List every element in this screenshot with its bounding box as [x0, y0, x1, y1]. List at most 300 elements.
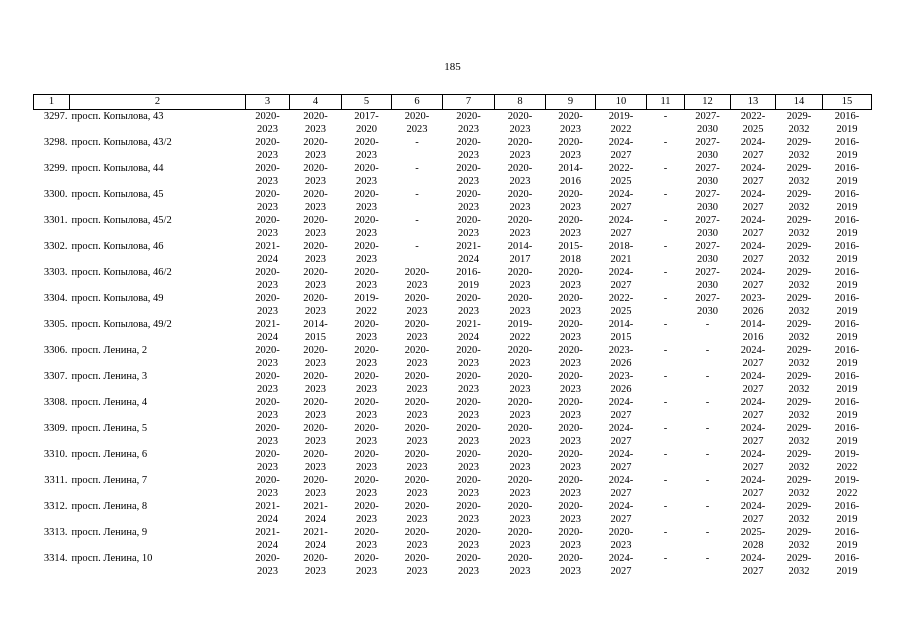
period-cell [392, 240, 443, 266]
period-cell [647, 136, 685, 162]
period-cell [392, 188, 443, 214]
header-cell: 5 [342, 95, 392, 110]
period-line: 2020- [303, 189, 328, 200]
row-number: 3305. [43, 319, 68, 330]
period-line: 2020- [303, 241, 328, 252]
period-cell [392, 552, 443, 578]
period-cell [443, 526, 495, 552]
period-cell [443, 396, 495, 422]
address-cell: просп. Ленина, 10 [71, 553, 153, 564]
period-cell [685, 344, 731, 370]
period-line: 2016 [560, 176, 581, 187]
period-line: 2023 [356, 514, 377, 525]
period-line: 2023 [257, 566, 278, 577]
row-number: 3297. [43, 111, 68, 122]
period-line: 2020- [507, 527, 533, 538]
period-line: 2023 [509, 202, 531, 213]
period-line: 2023 [356, 280, 377, 291]
period-line: 2029- [786, 527, 812, 538]
period-line: 2020- [303, 449, 328, 460]
period-line: 2022- [608, 163, 634, 174]
period-line: 2020- [456, 293, 481, 304]
table-row [34, 552, 872, 578]
period-line: 2016- [834, 241, 860, 252]
period-cell [596, 214, 647, 240]
period-line: 2024- [608, 137, 634, 148]
period-line: 2021- [255, 501, 280, 512]
period-line: - [663, 137, 668, 148]
period-cell [596, 110, 647, 137]
period-cell [246, 500, 290, 526]
period-line: 2027 [610, 280, 632, 291]
period-cell [290, 188, 342, 214]
period-line: 2023 [257, 150, 278, 161]
period-line: - [663, 241, 668, 252]
period-cell [546, 448, 596, 474]
period-cell [685, 188, 731, 214]
period-line: - [663, 449, 668, 460]
period-cell [392, 344, 443, 370]
period-line: 2027 [610, 202, 632, 213]
period-line: 2023 [356, 488, 377, 499]
period-line: 2023 [406, 514, 428, 525]
period-line: 2027 [742, 410, 764, 421]
row-number: 3304. [43, 293, 68, 304]
row-number: 3311. [44, 475, 68, 486]
period-line: 2027 [742, 280, 764, 291]
period-line: 2023 [305, 462, 326, 473]
period-cell [776, 474, 823, 500]
period-cell [647, 266, 685, 292]
period-line: 2016- [834, 163, 860, 174]
period-cell [546, 396, 596, 422]
period-line [392, 175, 443, 188]
period-cell [290, 162, 342, 188]
period-line [685, 331, 731, 344]
header-cell: 11 [647, 95, 685, 110]
period-line: 2021- [456, 319, 481, 330]
period-line: 2020- [507, 501, 533, 512]
period-line: 2029- [786, 449, 812, 460]
period-line: 2023 [560, 202, 581, 213]
period-cell [731, 474, 776, 500]
period-line: - [663, 553, 668, 564]
address-cell: просп. Копылова, 46/2 [71, 267, 172, 278]
period-cell [685, 500, 731, 526]
period-cell [443, 162, 495, 188]
period-cell [685, 422, 731, 448]
period-line: 2019 [836, 566, 858, 577]
period-line: 2027 [742, 228, 764, 239]
period-line: 2024- [740, 215, 766, 226]
period-line: 2027 [742, 514, 764, 525]
period-line: 2023 [509, 176, 531, 187]
period-cell [546, 500, 596, 526]
row-number: 3312. [43, 501, 68, 512]
period-line: 2020- [456, 215, 481, 226]
period-line: 2020- [456, 475, 481, 486]
period-line: 2024- [608, 189, 634, 200]
period-cell [342, 240, 392, 266]
period-cell [596, 344, 647, 370]
address-cell: просп. Ленина, 5 [71, 423, 148, 434]
period-line: 2020- [255, 397, 280, 408]
period-cell [342, 552, 392, 578]
period-cell [546, 188, 596, 214]
period-cell [731, 110, 776, 137]
period-line: 2029- [786, 345, 812, 356]
period-line: 2024 [305, 514, 326, 525]
table-row [34, 448, 872, 474]
period-line: 2019 [836, 254, 858, 265]
period-line: 2032 [788, 384, 810, 395]
period-line: 2019 [836, 150, 858, 161]
period-line [647, 123, 685, 136]
address-cell: просп. Ленина, 4 [71, 397, 148, 408]
period-line [685, 487, 731, 500]
period-cell [776, 214, 823, 240]
table-body [34, 110, 872, 579]
period-cell [823, 136, 872, 162]
period-cell [647, 552, 685, 578]
period-line: 2024 [458, 332, 479, 343]
period-line: 2029- [786, 215, 812, 226]
period-line: 2025 [610, 306, 632, 317]
period-cell [246, 266, 290, 292]
period-line: 2020- [456, 137, 481, 148]
period-line: 2025- [740, 527, 766, 538]
period-line: 2020- [507, 553, 533, 564]
period-line: 2020- [507, 137, 533, 148]
period-cell [596, 448, 647, 474]
period-line: 2023- [740, 293, 766, 304]
period-line: 2024- [740, 371, 766, 382]
period-cell [342, 266, 392, 292]
period-line: 2020- [404, 475, 430, 486]
period-cell [546, 292, 596, 318]
period-line: 2022- [608, 293, 634, 304]
period-line: 2023 [509, 124, 531, 135]
period-cell [731, 292, 776, 318]
period-line: 2023 [257, 228, 278, 239]
period-line: 2023 [458, 540, 479, 551]
period-line: 2023 [356, 410, 377, 421]
period-line: - [663, 397, 668, 408]
period-line: 2020- [354, 475, 379, 486]
period-line: 2023 [560, 514, 581, 525]
period-line [647, 539, 685, 552]
period-line [685, 513, 731, 526]
period-line: 2020- [303, 163, 328, 174]
period-cell [342, 526, 392, 552]
period-line: 2026 [610, 358, 632, 369]
period-line: - [705, 423, 710, 434]
period-line: 2027- [695, 293, 720, 304]
period-line: 2030 [697, 280, 718, 291]
period-line: 2023 [356, 228, 377, 239]
period-line: 2020- [303, 215, 328, 226]
period-line: 2020- [404, 501, 430, 512]
period-line: 2020- [558, 319, 583, 330]
period-cell [647, 396, 685, 422]
period-line: 2027- [695, 163, 720, 174]
period-cell [495, 110, 546, 137]
period-cell [392, 266, 443, 292]
period-cell [246, 214, 290, 240]
period-line: 2020- [507, 345, 533, 356]
period-line: 2016- [456, 267, 481, 278]
period-line: 2024- [740, 137, 766, 148]
period-cell [776, 188, 823, 214]
period-line: 2022 [836, 488, 858, 499]
period-line: 2024- [740, 553, 766, 564]
period-line: 2020- [507, 267, 533, 278]
period-cell [647, 188, 685, 214]
period-line: 2023 [509, 410, 531, 421]
period-line [392, 201, 443, 214]
period-cell [495, 500, 546, 526]
period-line: 2023 [406, 436, 428, 447]
period-line: 2023 [560, 436, 581, 447]
period-line: 2020- [456, 111, 481, 122]
period-line: 2023 [509, 436, 531, 447]
period-cell [596, 162, 647, 188]
period-cell [495, 448, 546, 474]
period-line: 2016- [834, 345, 860, 356]
period-line: 2023 [257, 358, 278, 369]
period-line [685, 357, 731, 370]
period-line: 2023 [406, 488, 428, 499]
page-number: 185 [444, 61, 461, 73]
period-cell [731, 526, 776, 552]
period-cell [495, 344, 546, 370]
period-line: 2020- [608, 527, 634, 538]
period-cell [647, 214, 685, 240]
period-line: 2032 [788, 358, 810, 369]
period-line: 2032 [788, 228, 810, 239]
period-line: - [415, 241, 419, 252]
period-line [647, 253, 685, 266]
period-line: 2024- [608, 215, 634, 226]
period-line: 2027- [695, 189, 720, 200]
period-line: 2029- [786, 319, 812, 330]
period-line: 2024 [257, 514, 278, 525]
period-cell [246, 344, 290, 370]
period-line: 2023 [305, 436, 326, 447]
period-line: 2020- [354, 553, 379, 564]
period-cell [290, 110, 342, 137]
period-line: 2020- [255, 449, 280, 460]
period-line [647, 201, 685, 214]
address-cell: просп. Копылова, 45 [71, 189, 164, 200]
period-line: 2028 [742, 540, 764, 551]
period-cell [342, 500, 392, 526]
period-line: 2020- [507, 371, 533, 382]
period-line: 2023 [305, 150, 326, 161]
period-line: 2023 [257, 124, 278, 135]
period-cell [823, 266, 872, 292]
period-cell [495, 422, 546, 448]
period-line: 2020- [507, 163, 533, 174]
period-line: 2016- [834, 553, 860, 564]
period-line: 2022 [356, 306, 377, 317]
period-cell [596, 136, 647, 162]
period-line: - [663, 189, 668, 200]
period-line: 2023 [305, 202, 326, 213]
period-line: 2020- [558, 371, 583, 382]
period-line: - [663, 345, 668, 356]
period-line: 2023 [458, 124, 479, 135]
period-line: - [663, 423, 668, 434]
period-line: - [705, 501, 710, 512]
period-line: - [705, 345, 710, 356]
period-cell [342, 448, 392, 474]
period-cell [685, 552, 731, 578]
header-cell: 15 [823, 95, 872, 110]
period-line: 2023 [305, 254, 326, 265]
period-cell [647, 110, 685, 137]
period-line: 2019 [836, 280, 858, 291]
period-line: 2019 [836, 124, 858, 135]
period-line [392, 149, 443, 162]
period-line: 2029- [786, 267, 812, 278]
period-line: - [663, 215, 668, 226]
period-line: 2027 [742, 202, 764, 213]
period-line: 2020- [255, 345, 280, 356]
period-cell [443, 474, 495, 500]
period-line: 2023 [356, 358, 377, 369]
period-line: 2020- [255, 423, 280, 434]
period-line: 2027 [742, 436, 764, 447]
period-line [647, 565, 685, 578]
period-line: 2023 [305, 488, 326, 499]
period-cell [823, 110, 872, 137]
period-cell [823, 240, 872, 266]
period-line: 2017 [509, 254, 531, 265]
period-line: 2023 [458, 462, 479, 473]
period-line: 2022- [740, 111, 766, 122]
period-cell [246, 396, 290, 422]
period-line: 2027 [742, 150, 764, 161]
period-cell [290, 448, 342, 474]
period-line: 2024- [740, 189, 766, 200]
period-line: 2019 [836, 332, 858, 343]
period-line: 2020- [558, 189, 583, 200]
period-line: 2020- [354, 163, 379, 174]
period-line: 2020- [404, 371, 430, 382]
period-line [647, 149, 685, 162]
period-cell [823, 318, 872, 344]
period-cell [823, 526, 872, 552]
period-cell [392, 422, 443, 448]
period-line: 2024 [257, 254, 278, 265]
period-line [685, 409, 731, 422]
period-line: 2023 [406, 462, 428, 473]
address-cell: просп. Ленина, 8 [71, 501, 148, 512]
period-cell [731, 370, 776, 396]
period-line: 2023 [509, 228, 531, 239]
period-line: 2032 [788, 150, 810, 161]
period-line [647, 409, 685, 422]
period-line: 2023 [406, 384, 428, 395]
period-line: 2023 [257, 410, 278, 421]
period-line: 2027 [742, 384, 764, 395]
period-cell [546, 370, 596, 396]
row-number: 3309. [43, 423, 68, 434]
period-cell [823, 162, 872, 188]
period-line: 2023 [406, 358, 428, 369]
period-line: 2020- [303, 267, 328, 278]
period-line: 2020- [354, 319, 379, 330]
period-line: 2024- [608, 553, 634, 564]
header-cell: 7 [443, 95, 495, 110]
period-line: 2024- [608, 449, 634, 460]
period-line: 2020- [558, 293, 583, 304]
period-line: - [415, 137, 419, 148]
period-line: 2023 [305, 384, 326, 395]
period-cell [776, 526, 823, 552]
period-cell [647, 500, 685, 526]
period-line: 2032 [788, 488, 810, 499]
period-cell [495, 240, 546, 266]
period-cell [392, 370, 443, 396]
period-line: 2020- [303, 553, 328, 564]
period-line: 2019 [836, 176, 858, 187]
period-line: 2032 [788, 436, 810, 447]
row-number: 3301. [43, 215, 68, 226]
period-line: 2029- [786, 189, 812, 200]
period-cell [647, 448, 685, 474]
period-cell [596, 370, 647, 396]
period-line: 2015 [610, 332, 632, 343]
period-line: 2020- [354, 501, 379, 512]
period-cell [685, 266, 731, 292]
period-line: 2023 [458, 410, 479, 421]
period-line: 2023 [560, 306, 581, 317]
period-line: 2020- [456, 449, 481, 460]
period-line: 2027 [742, 488, 764, 499]
period-line [647, 175, 685, 188]
address-cell: просп. Ленина, 2 [71, 345, 148, 356]
period-line: 2019 [836, 358, 858, 369]
period-line: 2021- [303, 501, 328, 512]
period-line: 2023 [356, 566, 377, 577]
period-line: - [415, 163, 419, 174]
period-cell [342, 188, 392, 214]
period-cell [392, 292, 443, 318]
period-line: 2020- [456, 397, 481, 408]
period-line: 2027 [610, 514, 632, 525]
period-line: 2019 [836, 410, 858, 421]
period-line: 2020- [404, 111, 430, 122]
period-line: 2020 [356, 124, 377, 135]
period-line: 2023 [356, 176, 377, 187]
period-cell [823, 500, 872, 526]
period-line: 2023 [257, 488, 278, 499]
period-cell [342, 474, 392, 500]
period-line: 2023 [257, 462, 278, 473]
period-line: 2032 [788, 254, 810, 265]
period-line: 2032 [788, 462, 810, 473]
period-line: 2029- [786, 371, 812, 382]
period-line: 2023 [305, 358, 326, 369]
period-cell [731, 266, 776, 292]
period-line: 2020- [456, 371, 481, 382]
period-cell [495, 214, 546, 240]
period-line [647, 227, 685, 240]
period-line: 2023 [610, 540, 632, 551]
period-cell [685, 136, 731, 162]
